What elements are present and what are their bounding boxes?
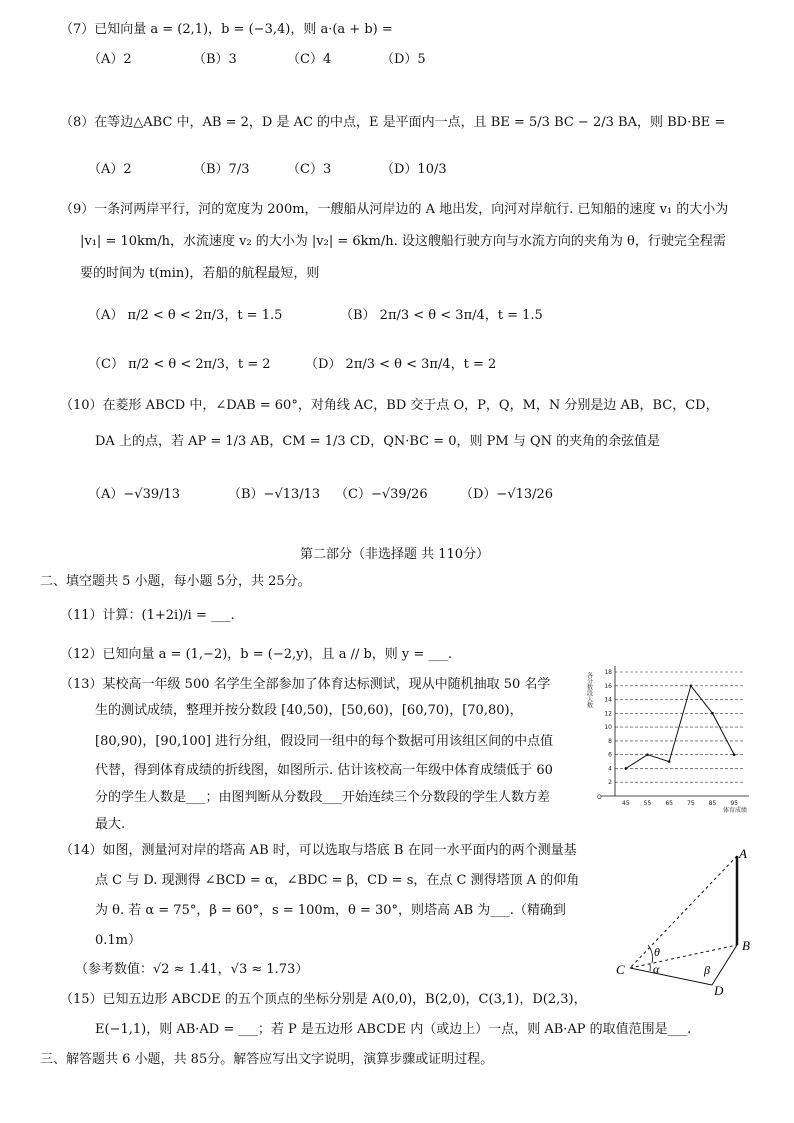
q9-option-a: （A） π/2 < θ < 2π/3，t = 1.5 [88, 308, 283, 323]
score-line-chart [585, 658, 755, 818]
q10-option-d: （D）−√13/26 [460, 487, 554, 502]
q10-line-1: （10）在菱形 ABCD 中，∠DAB = 60°，对角线 AC，BD 交于点 O，P，Q，M，N 分别是边 AB，BC，CD， [60, 398, 719, 413]
part2-title: 第二部分（非选择题 共 110分） [300, 547, 490, 562]
q9-option-c: （C） π/2 < θ < 2π/3，t = 2 [88, 357, 271, 372]
q9-line-2: |v₁| = 10km/h，水流速度 v₂ 的大小为 |v₂| = 6km/h. 设这艘船行驶方向与水流方向的夹角为 θ，行驶完全程需 [80, 234, 726, 249]
y-tick-label: 8 [608, 737, 612, 745]
line-cd [630, 968, 712, 985]
q7-option-a: （A）2 [88, 52, 132, 67]
origin-label: O [597, 794, 602, 801]
score-line-chart-svg [585, 658, 755, 818]
y-tick-label: 10 [604, 724, 612, 732]
q10-option-c: （C）−√39/26 [335, 487, 428, 502]
q7-stem: （7）已知向量 a = (2,1)，b = (−3,4)，则 a·(a + b) = [60, 22, 393, 37]
q8-option-b: （B）7/3 [193, 162, 250, 177]
y-tick-label: 6 [608, 751, 612, 759]
data-point [668, 760, 671, 763]
q11-stem: （11）计算：(1+2i)/i = ___. [60, 608, 235, 623]
label-d: D [714, 983, 724, 998]
y-tick-label: 4 [608, 765, 612, 773]
x-tick-label: 45 [622, 800, 630, 807]
q9-line-1: （9）一条河两岸平行，河的宽度为 200m，一艘船从河岸边的 A 地出发，向河对岸航行. 已知船的速度 v₁ 的大小为 [60, 202, 729, 217]
q14-line-4: 0.1m） [95, 933, 142, 948]
q9-option-d: （D） 2π/3 < θ < 3π/4，t = 2 [305, 357, 497, 372]
line-ca [630, 856, 737, 968]
q8-option-d: （D）10/3 [381, 162, 447, 177]
part3-section: 三、解答题共 6 小题，共 85分。解答应写出文字说明，演算步骤或证明过程。 [40, 1052, 494, 1067]
q15-line-1: （15）已知五边形 ABCDE 的五个顶点的坐标分别是 A(0,0)，B(2,0)，C(3,1)，D(2,3)， [60, 992, 587, 1007]
q10-line-2: DA 上的点，若 AP = 1/3 AB，CM = 1/3 CD，QN·BC = 0，则 PM 与 QN 的夹角的余弦值是 [95, 434, 661, 449]
y-tick-label: 2 [608, 779, 612, 787]
q13-line-5: 分的学生人数是___；由图判断从分数段___开始连续三个分数段的学生人数方差 [95, 790, 551, 805]
q15-line-2: E(−1,1)，则 AB·AD = ___；若 P 是五边形 ABCDE 内（或边上）一点，则 AB·AP 的取值范围是___. [95, 1022, 692, 1037]
q10-option-b: （B）−√13/13 [228, 487, 321, 502]
line-cb [630, 945, 737, 968]
q10-option-a: （A）−√39/13 [88, 487, 181, 502]
y-tick-label: 16 [604, 682, 612, 690]
theta-arc [648, 945, 653, 963]
x-tick-label: 65 [665, 800, 673, 807]
q14-line-2: 点 C 与 D. 现测得 ∠BCD = α，∠BDC = β，CD = s，在点 C 测得塔顶 A 的仰角 [95, 873, 580, 888]
x-tick-label: 95 [730, 800, 738, 807]
tower-figure [612, 840, 782, 1000]
line-db [712, 945, 737, 985]
q13-line-4: 代替，得到体育成绩的折线图，如图所示. 估计该校高一年级中体育成绩低于 60 [95, 763, 553, 778]
q13-line-6: 最大. [95, 817, 126, 832]
q14-reference: （参考数值：√2 ≈ 1.41，√3 ≈ 1.73） [75, 962, 309, 977]
label-c: C [616, 962, 625, 977]
label-theta: θ [654, 945, 660, 959]
q13-line-1: （13）某校高一年级 500 名学生全部参加了体育达标测试，现从中随机抽取 50 名学 [60, 677, 551, 692]
q8-stem: （8）在等边△ABC 中，AB = 2，D 是 AC 的中点，E 是平面内一点，且 BE = 5/3 BC − 2/3 BA，则 BD·BE = [60, 115, 726, 130]
data-point [646, 753, 649, 756]
part2-section: 二、填空题共 5 小题，每小题 5分，共 25分。 [40, 574, 311, 589]
q14-line-1: （14）如图，测量河对岸的塔高 AB 时，可以选取与塔底 B 在同一水平面内的两个测量基 [60, 843, 577, 858]
q8-option-a: （A）2 [88, 162, 132, 177]
label-alpha: α [653, 962, 660, 976]
q7-option-d: （D）5 [381, 52, 426, 67]
q13-line-2: 生的测试成绩，整理并按分数段 [40,50)，[50,60)，[60,70)，[70,80)， [95, 703, 523, 718]
x-axis-label: 体育成绩 [722, 807, 747, 814]
q13-line-3: [80,90)，[90,100] 进行分组，假设同一组中的每个数据可用该组区间的中点值 [95, 734, 554, 749]
q9-option-b: （B） 2π/3 < θ < 3π/4，t = 1.5 [340, 308, 543, 323]
x-tick-label: 75 [687, 800, 695, 807]
y-axis-label: 各分数段人数 [585, 672, 593, 708]
y-tick-label: 18 [604, 669, 612, 676]
q12-stem: （12）已知向量 a = (1,−2)，b = (−2,y)，且 a // b，则 y = ___. [60, 647, 453, 662]
q8-option-c: （C）3 [287, 162, 332, 177]
label-a: A [739, 846, 747, 861]
q7-option-b: （B）3 [193, 52, 237, 67]
data-point [690, 684, 693, 687]
q7-option-c: （C）4 [287, 52, 332, 67]
data-point [733, 753, 736, 756]
data-point [711, 712, 714, 715]
label-b: B [742, 938, 750, 953]
label-beta: β [704, 963, 710, 977]
x-tick-label: 55 [643, 800, 652, 807]
q9-line-3: 要的时间为 t(min)，若船的航程最短，则 [80, 266, 320, 281]
y-tick-label: 12 [604, 710, 612, 718]
y-tick-label: 14 [604, 696, 612, 704]
q14-line-3: 为 θ. 若 α = 75°，β = 60°，s = 100m，θ = 30°，则塔高 AB 为___.（精确到 [95, 903, 566, 918]
data-point [625, 767, 628, 770]
tower-figure-svg [612, 840, 782, 1000]
x-tick-label: 85 [708, 800, 717, 807]
